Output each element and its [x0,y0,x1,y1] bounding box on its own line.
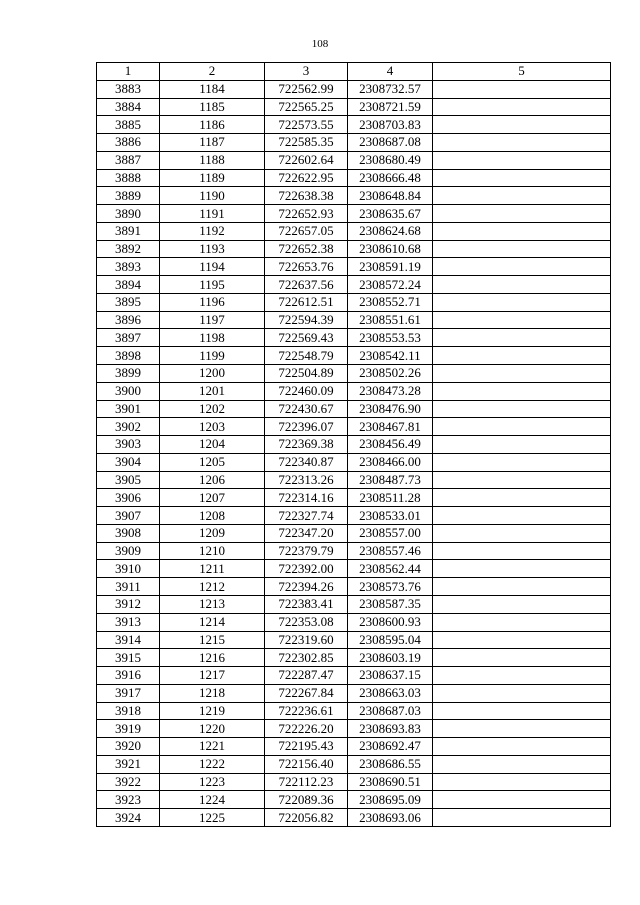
table-cell: 3896 [97,311,160,329]
table-cell [433,738,611,756]
table-cell [433,134,611,152]
table-cell: 2308692.47 [348,738,433,756]
table-cell: 2308686.55 [348,755,433,773]
table-cell: 1189 [160,169,265,187]
table-row [97,809,611,827]
table-cell: 1199 [160,347,265,365]
table-cell: 722396.07 [265,418,348,436]
table-row [97,471,611,489]
table-cell: 3891 [97,222,160,240]
table-cell: 2308587.35 [348,595,433,613]
table-cell: 722313.26 [265,471,348,489]
table-cell: 1205 [160,453,265,471]
table-cell: 722569.43 [265,329,348,347]
table-cell: 2308637.15 [348,667,433,685]
table-cell: 1217 [160,667,265,685]
table-cell: 2308687.03 [348,702,433,720]
table-cell: 2308502.26 [348,365,433,383]
table-row [97,151,611,169]
table-cell: 2308703.83 [348,116,433,134]
column-header: 5 [433,63,611,81]
table-cell: 3915 [97,649,160,667]
table-cell: 1225 [160,809,265,827]
table-row [97,240,611,258]
table-cell: 3900 [97,382,160,400]
coordinates-table [96,62,611,827]
table-cell [433,684,611,702]
table-cell: 1191 [160,205,265,223]
table-cell [433,151,611,169]
table-cell: 3887 [97,151,160,169]
table-cell: 2308680.49 [348,151,433,169]
table-cell: 722504.89 [265,365,348,383]
table-cell: 2308557.00 [348,524,433,542]
table-cell: 722622.95 [265,169,348,187]
table-cell: 722302.85 [265,649,348,667]
table-cell: 2308591.19 [348,258,433,276]
table-cell: 3913 [97,613,160,631]
table-cell: 1215 [160,631,265,649]
table-row [97,489,611,507]
table-cell: 1204 [160,436,265,454]
table-cell: 2308635.67 [348,205,433,223]
table-cell: 722089.36 [265,791,348,809]
table-cell: 3886 [97,134,160,152]
table-cell [433,382,611,400]
table-cell [433,560,611,578]
table-cell: 1223 [160,773,265,791]
table-cell: 722612.51 [265,293,348,311]
table-cell: 3888 [97,169,160,187]
table-row [97,80,611,98]
table-row [97,258,611,276]
table-cell: 3902 [97,418,160,436]
table-cell: 2308552.71 [348,293,433,311]
table-row [97,773,611,791]
table-cell: 2308695.09 [348,791,433,809]
table-cell: 2308648.84 [348,187,433,205]
table-cell: 722653.76 [265,258,348,276]
table-cell: 2308732.57 [348,80,433,98]
table-cell: 722394.26 [265,578,348,596]
table-body [97,80,611,826]
table-cell: 3911 [97,578,160,596]
table-cell: 2308693.06 [348,809,433,827]
table-cell: 3897 [97,329,160,347]
table-row [97,365,611,383]
table-cell: 2308600.93 [348,613,433,631]
table-row [97,631,611,649]
table-row [97,738,611,756]
column-header: 1 [97,63,160,81]
table-cell [433,471,611,489]
table-cell: 1211 [160,560,265,578]
table-cell: 3904 [97,453,160,471]
table-cell: 2308572.24 [348,276,433,294]
table-cell [433,791,611,809]
table-cell [433,311,611,329]
table-cell: 722392.00 [265,560,348,578]
table-row [97,578,611,596]
table-cell: 722637.56 [265,276,348,294]
table-cell [433,205,611,223]
table-cell [433,222,611,240]
table-cell: 3916 [97,667,160,685]
table-row [97,684,611,702]
table-row [97,293,611,311]
table-cell: 722195.43 [265,738,348,756]
table-cell: 3884 [97,98,160,116]
table-cell [433,453,611,471]
table-cell: 1186 [160,116,265,134]
table-cell: 1208 [160,507,265,525]
table-cell: 3917 [97,684,160,702]
table-cell: 2308533.01 [348,507,433,525]
table-row [97,542,611,560]
table-cell: 2308551.61 [348,311,433,329]
table-cell: 2308666.48 [348,169,433,187]
table-cell: 2308466.00 [348,453,433,471]
table-cell [433,365,611,383]
table-cell [433,276,611,294]
table-row [97,116,611,134]
table-cell: 722594.39 [265,311,348,329]
table-cell: 722548.79 [265,347,348,365]
table-cell: 1209 [160,524,265,542]
table-cell: 1202 [160,400,265,418]
table-cell: 3890 [97,205,160,223]
table-row [97,187,611,205]
table-cell: 1188 [160,151,265,169]
table-cell [433,400,611,418]
table-cell: 1210 [160,542,265,560]
table-cell: 722369.38 [265,436,348,454]
table-cell: 3907 [97,507,160,525]
table-cell [433,98,611,116]
table-row [97,276,611,294]
table-cell [433,613,611,631]
table-cell: 2308595.04 [348,631,433,649]
table-row [97,382,611,400]
table-cell: 2308476.90 [348,400,433,418]
table-row [97,667,611,685]
table-cell: 1221 [160,738,265,756]
table-cell [433,169,611,187]
table-cell: 722573.55 [265,116,348,134]
table-cell [433,258,611,276]
table-cell [433,240,611,258]
table-cell: 1207 [160,489,265,507]
table-cell: 3893 [97,258,160,276]
table-cell: 1201 [160,382,265,400]
table-cell: 722602.64 [265,151,348,169]
table-cell: 2308693.83 [348,720,433,738]
table-cell [433,667,611,685]
table-row [97,436,611,454]
table-row [97,222,611,240]
table-cell: 1206 [160,471,265,489]
table-cell: 722353.08 [265,613,348,631]
table-cell: 2308562.44 [348,560,433,578]
column-header: 2 [160,63,265,81]
table-cell [433,116,611,134]
table-cell: 2308511.28 [348,489,433,507]
table-cell [433,720,611,738]
table-cell: 722056.82 [265,809,348,827]
table-cell: 3918 [97,702,160,720]
column-header: 4 [348,63,433,81]
table-cell [433,578,611,596]
table-cell: 722652.93 [265,205,348,223]
table-cell: 3883 [97,80,160,98]
table-row [97,507,611,525]
table-cell: 722379.79 [265,542,348,560]
table-row [97,453,611,471]
table-cell: 722652.38 [265,240,348,258]
table-row [97,791,611,809]
table-cell: 1220 [160,720,265,738]
table-cell: 1190 [160,187,265,205]
table-cell: 3885 [97,116,160,134]
table-cell: 2308473.28 [348,382,433,400]
table-cell: 3889 [97,187,160,205]
table-cell: 1192 [160,222,265,240]
table-cell: 3895 [97,293,160,311]
table-cell: 2308557.46 [348,542,433,560]
table-cell [433,436,611,454]
table-cell: 722287.47 [265,667,348,685]
table-cell: 3912 [97,595,160,613]
table-cell [433,773,611,791]
table-cell: 3906 [97,489,160,507]
table-cell [433,524,611,542]
table-cell: 722156.40 [265,755,348,773]
table-cell: 1219 [160,702,265,720]
table-cell: 722112.23 [265,773,348,791]
table-cell: 3924 [97,809,160,827]
table-cell: 2308687.08 [348,134,433,152]
table-cell [433,80,611,98]
table-cell [433,489,611,507]
table-cell: 1184 [160,80,265,98]
table-row [97,560,611,578]
table-cell: 3920 [97,738,160,756]
table-cell: 1212 [160,578,265,596]
table-cell: 1222 [160,755,265,773]
table-cell: 722562.99 [265,80,348,98]
table-cell: 2308663.03 [348,684,433,702]
table-cell: 1187 [160,134,265,152]
table-cell: 3922 [97,773,160,791]
table-cell: 2308487.73 [348,471,433,489]
table-cell: 2308603.19 [348,649,433,667]
table-cell: 722638.38 [265,187,348,205]
table-cell: 722340.87 [265,453,348,471]
table-cell: 3923 [97,791,160,809]
table-row [97,347,611,365]
table-cell: 3908 [97,524,160,542]
table-cell: 722657.05 [265,222,348,240]
table-cell: 722327.74 [265,507,348,525]
table-cell: 3894 [97,276,160,294]
table-cell [433,329,611,347]
table-row [97,311,611,329]
table-cell: 1203 [160,418,265,436]
table-cell [433,809,611,827]
table-cell: 722460.09 [265,382,348,400]
table-cell [433,631,611,649]
table-cell: 1213 [160,595,265,613]
table-cell: 722267.84 [265,684,348,702]
table-row [97,595,611,613]
table-row [97,329,611,347]
table-cell: 1185 [160,98,265,116]
page-number: 108 [311,38,329,50]
table-cell: 3892 [97,240,160,258]
table-cell: 722347.20 [265,524,348,542]
table-cell [433,595,611,613]
table-cell: 2308573.76 [348,578,433,596]
table-cell: 3898 [97,347,160,365]
table-cell: 2308721.59 [348,98,433,116]
table-cell: 3914 [97,631,160,649]
table-cell: 722319.60 [265,631,348,649]
table-cell [433,418,611,436]
table-cell [433,755,611,773]
table-cell [433,187,611,205]
table-cell: 1218 [160,684,265,702]
table-cell: 1193 [160,240,265,258]
table-row [97,418,611,436]
table-cell: 2308467.81 [348,418,433,436]
table-cell: 1197 [160,311,265,329]
table-cell: 722383.41 [265,595,348,613]
table-cell: 2308456.49 [348,436,433,454]
table-cell: 2308624.68 [348,222,433,240]
table-cell [433,507,611,525]
table-cell: 722226.20 [265,720,348,738]
table-cell: 722430.67 [265,400,348,418]
table-cell: 3903 [97,436,160,454]
table-row [97,755,611,773]
table-cell: 722585.35 [265,134,348,152]
table-cell: 1195 [160,276,265,294]
table-cell: 3921 [97,755,160,773]
table-cell [433,702,611,720]
table-row [97,205,611,223]
table-cell: 3899 [97,365,160,383]
table-row [97,524,611,542]
table-cell: 1200 [160,365,265,383]
table-cell: 722236.61 [265,702,348,720]
table-cell: 2308690.51 [348,773,433,791]
table-cell: 722565.25 [265,98,348,116]
column-header: 3 [265,63,348,81]
table-cell: 1214 [160,613,265,631]
table-cell: 2308542.11 [348,347,433,365]
table-header-row [97,63,611,81]
table-row [97,134,611,152]
table-cell: 3905 [97,471,160,489]
table-row [97,169,611,187]
table-cell: 1196 [160,293,265,311]
table-cell: 1216 [160,649,265,667]
table-cell: 3901 [97,400,160,418]
table-cell: 2308553.53 [348,329,433,347]
table-cell: 1194 [160,258,265,276]
table-cell: 722314.16 [265,489,348,507]
table-row [97,702,611,720]
table-cell: 3919 [97,720,160,738]
table-cell: 1198 [160,329,265,347]
table-cell: 3910 [97,560,160,578]
table-row [97,400,611,418]
table-cell [433,347,611,365]
table-cell [433,293,611,311]
table-row [97,649,611,667]
table-row [97,613,611,631]
table-row [97,98,611,116]
table-row [97,720,611,738]
table-cell: 3909 [97,542,160,560]
table-cell: 2308610.68 [348,240,433,258]
table-cell: 1224 [160,791,265,809]
table-cell [433,649,611,667]
table-cell [433,542,611,560]
